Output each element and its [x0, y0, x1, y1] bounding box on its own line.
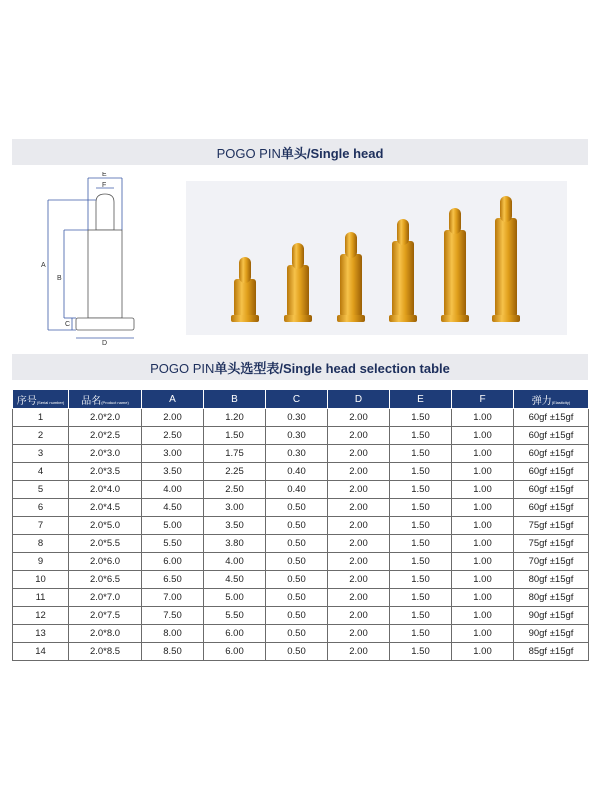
pogo-pin-1	[231, 257, 259, 322]
table-cell: 1.00	[452, 517, 514, 535]
table-cell: 0.50	[266, 535, 328, 553]
table-row	[13, 589, 589, 607]
table-cell: 1.50	[390, 607, 452, 625]
table-cell: 0.50	[266, 589, 328, 607]
column-header-label: A	[169, 393, 176, 405]
table-cell: 2.0*6.0	[69, 553, 142, 571]
pogo-pin-6	[492, 196, 520, 322]
dim-label-b: B	[57, 275, 62, 282]
table-cell: 2.00	[328, 589, 390, 607]
dim-label-d: D	[102, 340, 108, 347]
table-cell: 1.50	[204, 427, 266, 445]
table-cell: 1.20	[204, 409, 266, 427]
table-cell: 3.50	[142, 463, 204, 481]
table-cell: 2.00	[328, 535, 390, 553]
table-cell: 0.50	[266, 643, 328, 661]
table-cell: 0.30	[266, 427, 328, 445]
table-cell: 3.50	[204, 517, 266, 535]
table-cell: 2.50	[204, 481, 266, 499]
pogo-pin-dimension-diagram	[38, 172, 148, 347]
table-cell: 7	[13, 517, 69, 535]
table-row	[13, 463, 589, 481]
table-cell: 5	[13, 481, 69, 499]
column-header-label: 品名	[81, 395, 102, 407]
column-header-label: C	[292, 393, 301, 405]
table-cell: 2.00	[328, 607, 390, 625]
table-cell: 1.50	[390, 553, 452, 571]
table-cell: 1.00	[452, 553, 514, 571]
table-cell: 8	[13, 535, 69, 553]
column-header-label: F	[479, 393, 486, 405]
pogo-pin-product-photo	[186, 181, 567, 335]
table-cell: 5.50	[204, 607, 266, 625]
table-cell: 1.50	[390, 625, 452, 643]
table-cell: 80gf ±15gf	[514, 571, 589, 589]
column-header	[390, 390, 452, 409]
column-header	[328, 390, 390, 409]
table-cell: 60gf ±15gf	[514, 481, 589, 499]
table-cell: 2.00	[328, 409, 390, 427]
table-cell: 0.30	[266, 409, 328, 427]
table-cell: 2.00	[328, 463, 390, 481]
table-row	[13, 535, 589, 553]
table-cell: 1.00	[452, 535, 514, 553]
table-cell: 5.00	[142, 517, 204, 535]
table-cell: 2.0*3.0	[69, 445, 142, 463]
table-cell: 70gf ±15gf	[514, 553, 589, 571]
table-cell: 0.50	[266, 499, 328, 517]
table-cell: 14	[13, 643, 69, 661]
column-header	[142, 390, 204, 409]
column-header-label: 弹力	[531, 395, 552, 407]
selection-table	[12, 389, 589, 661]
dim-label-c: C	[65, 321, 71, 328]
table-cell: 1.75	[204, 445, 266, 463]
table-cell: 2.0*4.0	[69, 481, 142, 499]
table-cell: 1.50	[390, 643, 452, 661]
table-row	[13, 643, 589, 661]
dim-label-e: E	[102, 172, 107, 178]
table-cell: 85gf ±15gf	[514, 643, 589, 661]
table-cell: 2.00	[328, 643, 390, 661]
table-header-row	[13, 390, 589, 409]
column-header-label: E	[417, 393, 424, 405]
table-cell: 90gf ±15gf	[514, 625, 589, 643]
section-banner-single-head	[12, 139, 588, 165]
table-cell: 2.0*6.5	[69, 571, 142, 589]
table-cell: 2	[13, 427, 69, 445]
column-header-label: D	[354, 393, 363, 405]
table-cell: 2.0*8.5	[69, 643, 142, 661]
table-row	[13, 607, 589, 625]
table-cell: 2.00	[328, 625, 390, 643]
dim-label-f: F	[102, 182, 107, 189]
table-cell: 10	[13, 571, 69, 589]
table-cell: 6.00	[204, 625, 266, 643]
pogo-pin-5	[441, 208, 469, 322]
table-cell: 1.00	[452, 643, 514, 661]
pogo-pin-4	[389, 219, 417, 322]
table-cell: 5.50	[142, 535, 204, 553]
column-header-sublabel: (Serial number)	[36, 399, 65, 405]
table-cell: 4.50	[142, 499, 204, 517]
table-cell: 2.0*4.5	[69, 499, 142, 517]
table-cell: 4.50	[204, 571, 266, 589]
table-cell: 3.80	[204, 535, 266, 553]
table-cell: 3.00	[142, 445, 204, 463]
table-cell: 2.0*7.0	[69, 589, 142, 607]
table-cell: 0.40	[266, 463, 328, 481]
table-cell: 8.50	[142, 643, 204, 661]
table-cell: 1.50	[390, 589, 452, 607]
pogo-pin-3	[337, 232, 365, 322]
table-cell: 1.50	[390, 571, 452, 589]
banner-title: POGO PIN单头/Single head	[216, 145, 384, 161]
table-row	[13, 481, 589, 499]
table-cell: 8.00	[142, 625, 204, 643]
table-cell: 11	[13, 589, 69, 607]
table-cell: 2.00	[328, 481, 390, 499]
table-cell: 2.00	[142, 409, 204, 427]
column-header	[13, 390, 69, 409]
table-cell: 2.0*2.0	[69, 409, 142, 427]
column-header	[452, 390, 514, 409]
column-header	[266, 390, 328, 409]
table-cell: 60gf ±15gf	[514, 499, 589, 517]
table-row	[13, 445, 589, 463]
table-cell: 2.00	[328, 571, 390, 589]
table-cell: 6.00	[204, 643, 266, 661]
column-header	[69, 390, 142, 409]
table-row	[13, 571, 589, 589]
table-cell: 6.50	[142, 571, 204, 589]
table-cell: 2.00	[328, 445, 390, 463]
column-header-sublabel: (Product name)	[101, 399, 129, 405]
table-row	[13, 553, 589, 571]
table-cell: 7.00	[142, 589, 204, 607]
table-cell: 2.50	[142, 427, 204, 445]
table-cell: 2.00	[328, 499, 390, 517]
table-cell: 2.0*2.5	[69, 427, 142, 445]
table-cell: 1.50	[390, 409, 452, 427]
table-row	[13, 409, 589, 427]
column-header-sublabel: (Elasticity)	[551, 399, 571, 405]
table-cell: 2.00	[328, 427, 390, 445]
table-cell: 80gf ±15gf	[514, 589, 589, 607]
table-cell: 1	[13, 409, 69, 427]
table-cell: 0.50	[266, 553, 328, 571]
table-cell: 2.0*3.5	[69, 463, 142, 481]
table-cell: 13	[13, 625, 69, 643]
table-cell: 9	[13, 553, 69, 571]
table-cell: 1.00	[452, 499, 514, 517]
table-cell: 1.00	[452, 481, 514, 499]
table-row	[13, 625, 589, 643]
table-cell: 60gf ±15gf	[514, 463, 589, 481]
table-cell: 60gf ±15gf	[514, 427, 589, 445]
banner-title: POGO PIN单头选型表/Single head selection table	[150, 360, 450, 376]
table-cell: 75gf ±15gf	[514, 535, 589, 553]
table-cell: 4.00	[142, 481, 204, 499]
table-cell: 1.50	[390, 517, 452, 535]
table-cell: 1.50	[390, 463, 452, 481]
column-header	[514, 390, 589, 409]
table-cell: 3	[13, 445, 69, 463]
column-header	[204, 390, 266, 409]
column-header-label: B	[231, 393, 238, 405]
table-cell: 1.50	[390, 499, 452, 517]
table-cell: 6.00	[142, 553, 204, 571]
table-cell: 0.50	[266, 607, 328, 625]
table-cell: 60gf ±15gf	[514, 409, 589, 427]
table-cell: 2.25	[204, 463, 266, 481]
table-cell: 1.00	[452, 463, 514, 481]
table-cell: 0.50	[266, 517, 328, 535]
section-banner-selection-table	[12, 354, 588, 380]
table-cell: 0.50	[266, 625, 328, 643]
table-cell: 1.00	[452, 427, 514, 445]
table-row	[13, 517, 589, 535]
table-cell: 1.50	[390, 481, 452, 499]
table-cell: 7.50	[142, 607, 204, 625]
table-cell: 1.00	[452, 589, 514, 607]
table-cell: 1.50	[390, 445, 452, 463]
table-cell: 1.00	[452, 607, 514, 625]
table-cell: 1.50	[390, 535, 452, 553]
table-cell: 0.30	[266, 445, 328, 463]
table-cell: 5.00	[204, 589, 266, 607]
table-cell: 2.0*7.5	[69, 607, 142, 625]
table-cell: 1.50	[390, 427, 452, 445]
table-cell: 2.00	[328, 553, 390, 571]
table-cell: 1.00	[452, 409, 514, 427]
table-cell: 4.00	[204, 553, 266, 571]
table-cell: 60gf ±15gf	[514, 445, 589, 463]
table-cell: 75gf ±15gf	[514, 517, 589, 535]
table-row	[13, 499, 589, 517]
table-cell: 2.00	[328, 517, 390, 535]
table-cell: 4	[13, 463, 69, 481]
table-cell: 3.00	[204, 499, 266, 517]
dim-label-a: A	[41, 262, 46, 269]
table-cell: 0.40	[266, 481, 328, 499]
table-cell: 0.50	[266, 571, 328, 589]
column-header-label: 序号	[16, 395, 37, 407]
table-cell: 2.0*5.0	[69, 517, 142, 535]
table-cell: 2.0*5.5	[69, 535, 142, 553]
table-cell: 90gf ±15gf	[514, 607, 589, 625]
table-cell: 1.00	[452, 445, 514, 463]
table-cell: 6	[13, 499, 69, 517]
table-cell: 12	[13, 607, 69, 625]
table-cell: 2.0*8.0	[69, 625, 142, 643]
table-cell: 1.00	[452, 571, 514, 589]
table-cell: 1.00	[452, 625, 514, 643]
pogo-pin-2	[284, 243, 312, 322]
table-row	[13, 427, 589, 445]
